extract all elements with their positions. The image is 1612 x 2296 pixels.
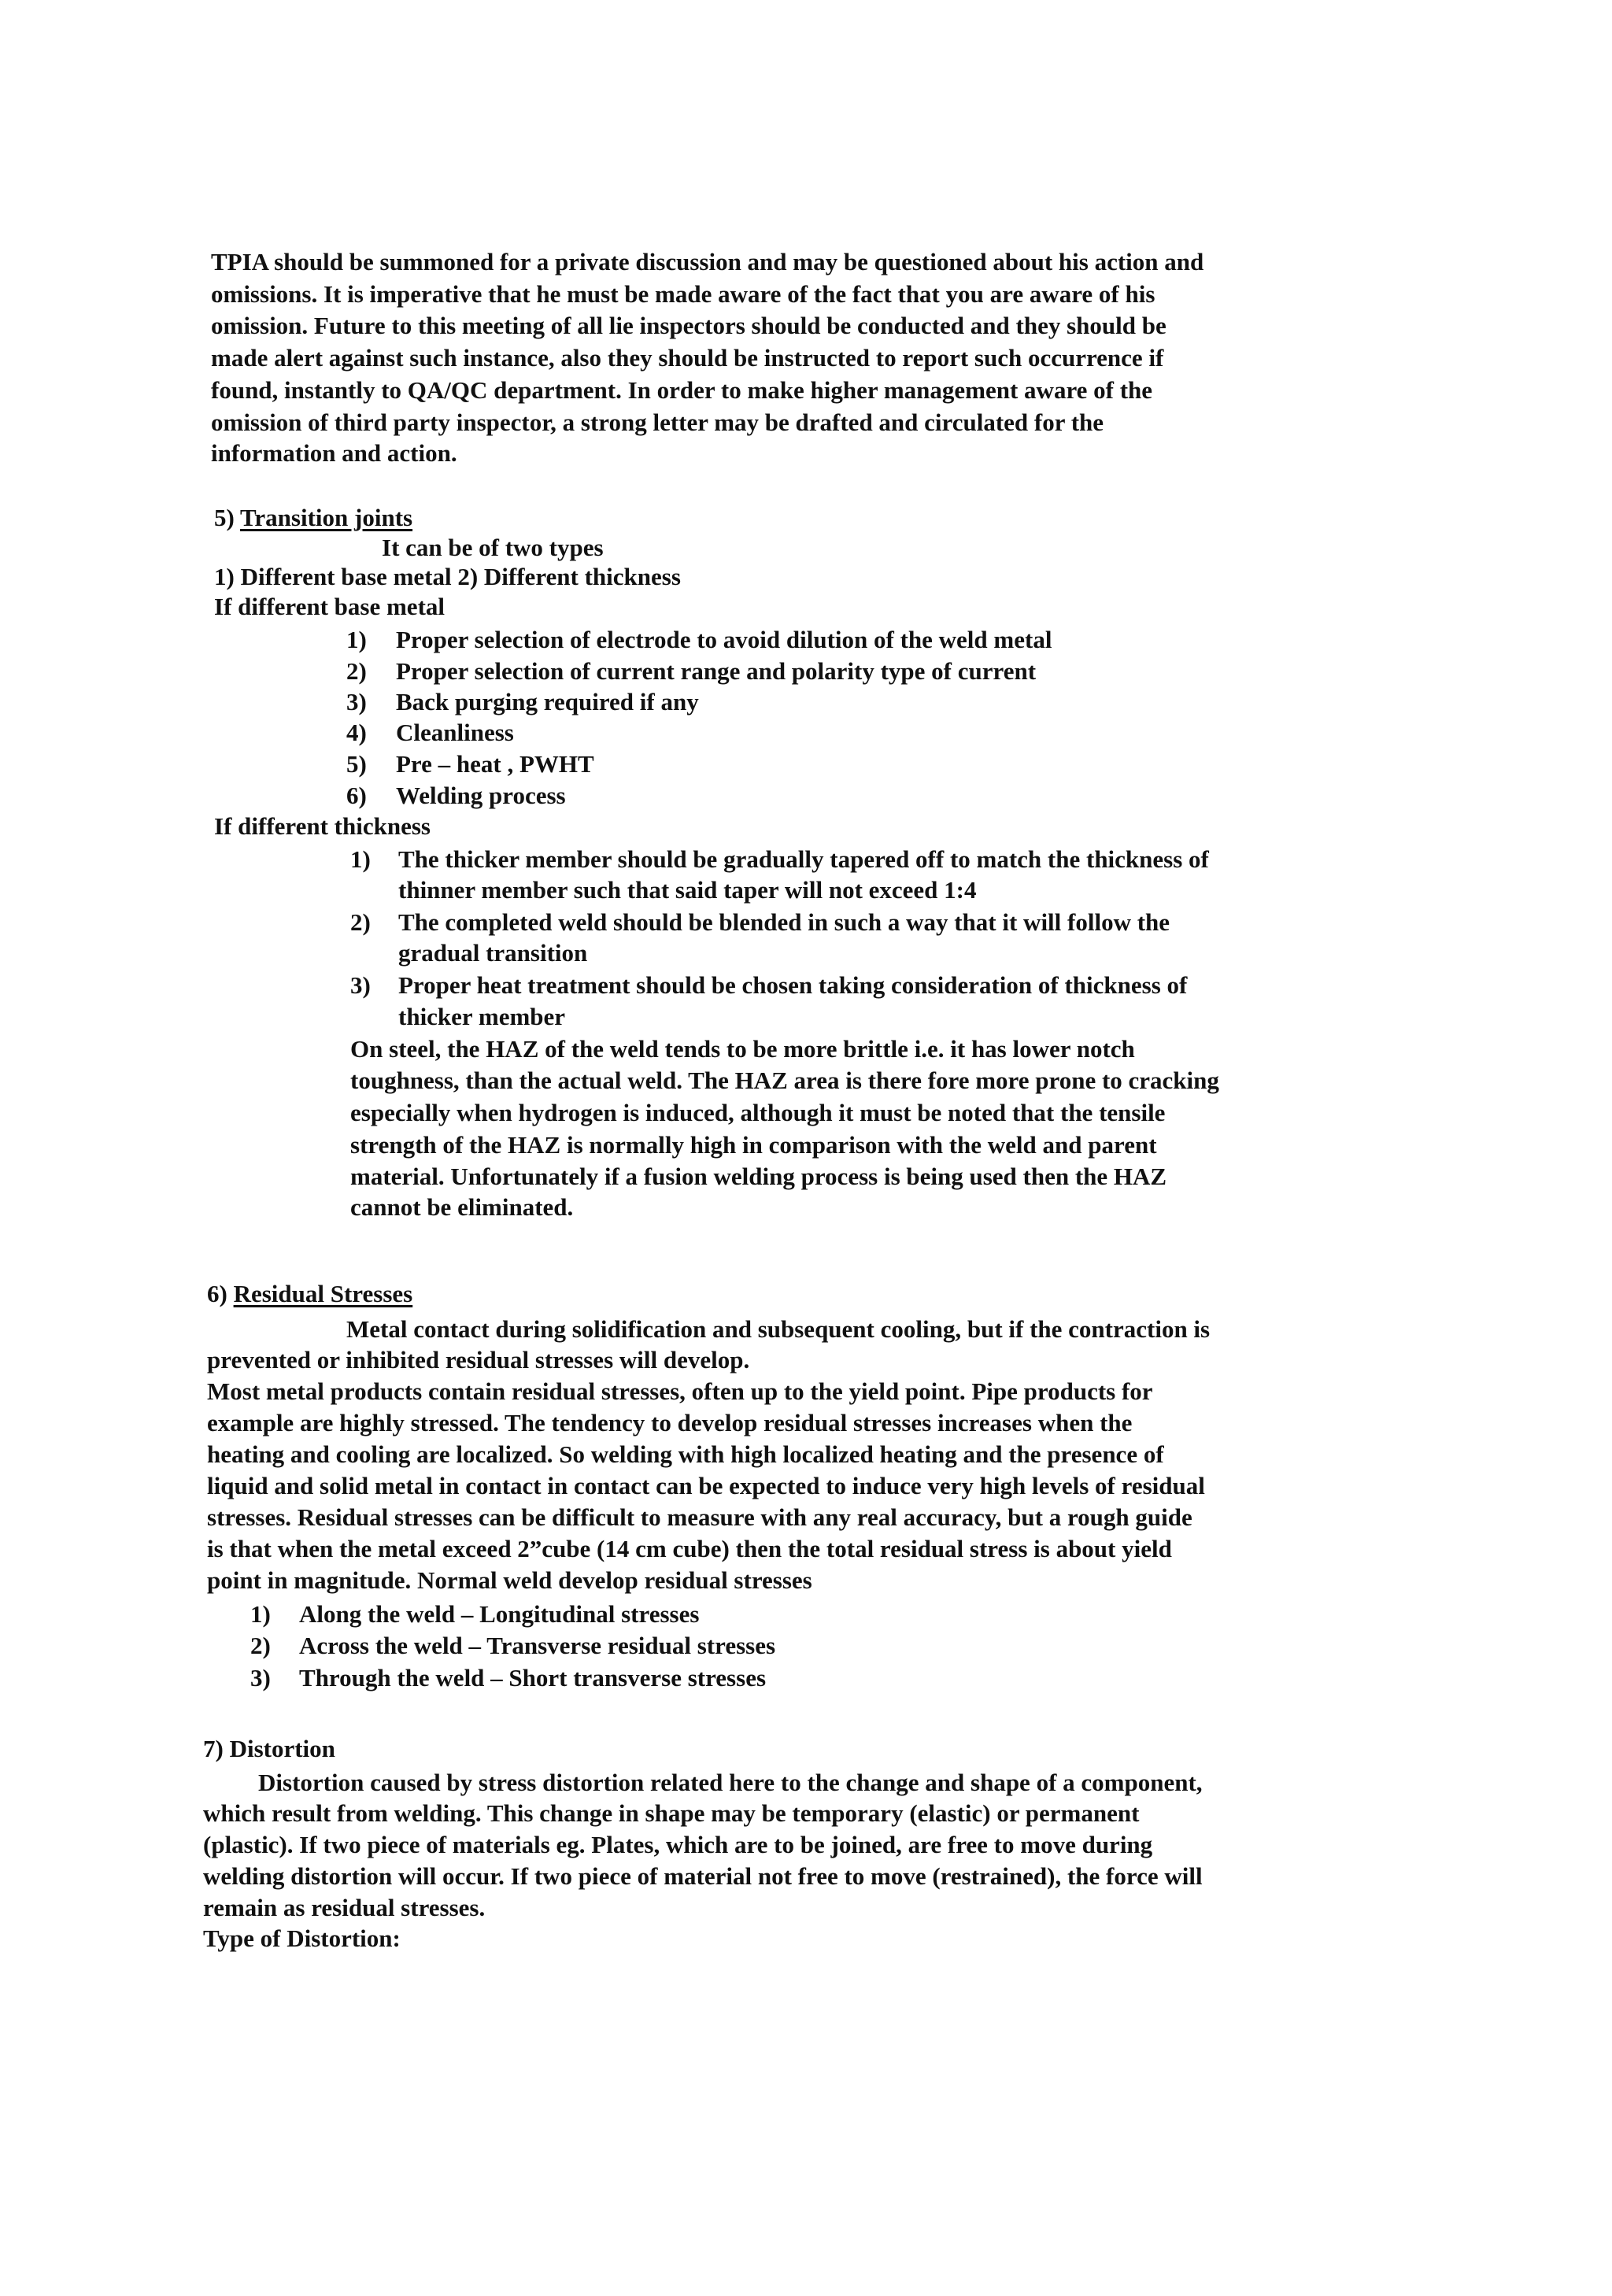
list-item: Pre – heat , PWHT (396, 750, 594, 778)
list-number: 1) (346, 626, 367, 653)
body-line: liquid and solid metal in contact in contact can be expected to induce very high levels of residual (207, 1472, 1205, 1499)
list-item: Proper selection of electrode to avoid dilution of the weld metal (396, 626, 1052, 653)
list-item: The thicker member should be gradually tapered off to match the thickness of (398, 845, 1209, 873)
list-item: Back purging required if any (396, 688, 699, 715)
list-item: Proper heat treatment should be chosen taking consideration of thickness of (398, 971, 1188, 999)
body-line: which result from welding. This change in shape may be temporary (elastic) or permanent (203, 1799, 1140, 1827)
list-number: 3) (346, 688, 367, 715)
body-line: stresses. Residual stresses can be difficult to measure with any real accuracy, but a rough guide (207, 1503, 1192, 1531)
types-line: 1) Different base metal 2) Different thickness (214, 563, 681, 590)
list-item: Proper selection of current range and polarity type of current (396, 657, 1037, 685)
intro-line: omission. Future to this meeting of all lie inspectors should be conducted and they should be (211, 312, 1166, 339)
section-title: Transition joints (240, 504, 413, 531)
intro-line: omission of third party inspector, a strong letter may be drafted and circulated for the (211, 409, 1104, 436)
section-heading (214, 502, 412, 534)
list-number: 6) (346, 782, 367, 809)
list-number: 2) (346, 657, 367, 685)
list-item-continuation: thinner member such that said taper will not exceed 1:4 (398, 876, 977, 904)
list-number: 4) (346, 719, 367, 746)
section-subtitle: It can be of two types (382, 534, 604, 561)
list-item: Along the weld – Longitudinal stresses (299, 1600, 700, 1628)
subheading-type-of-distortion: Type of Distortion: (203, 1924, 401, 1952)
section-number: 5) (214, 504, 235, 531)
body-line: point in magnitude. Normal weld develop residual stresses (207, 1566, 812, 1594)
list-item-continuation: thicker member (398, 1003, 566, 1030)
section-heading: 7) Distortion (203, 1735, 335, 1762)
list-item: Through the weld – Short transverse stresses (299, 1664, 767, 1691)
body-line: remain as residual stresses. (203, 1894, 486, 1921)
body-line: example are highly stressed. The tendency to develop residual stresses increases when the (207, 1409, 1133, 1436)
list-number: 5) (346, 750, 367, 778)
intro-line: information and action. (211, 439, 457, 467)
list-number: 3) (350, 971, 371, 999)
haz-line: toughness, than the actual weld. The HAZ area is there fore more prone to cracking (350, 1067, 1219, 1094)
list-item-continuation: gradual transition (398, 939, 588, 967)
body-line: Most metal products contain residual stresses, often up to the yield point. Pipe products for (207, 1377, 1153, 1405)
body-line: (plastic). If two piece of materials eg. Plates, which are to be joined, are free to move during (203, 1831, 1153, 1858)
body-line: prevented or inhibited residual stresses will develop. (207, 1346, 750, 1374)
section-number: 6) (207, 1280, 227, 1307)
section-heading (207, 1278, 412, 1310)
list-number: 2) (250, 1632, 271, 1659)
haz-line: especially when hydrogen is induced, although it must be noted that the tensile (350, 1099, 1166, 1126)
list-number: 1) (350, 845, 371, 873)
haz-line: On steel, the HAZ of the weld tends to be more brittle i.e. it has lower notch (350, 1035, 1135, 1063)
section-title: Residual Stresses (233, 1280, 413, 1307)
body-line: Distortion caused by stress distortion related here to the change and shape of a component, (258, 1769, 1203, 1796)
intro-line: made alert against such instance, also they should be instructed to report such occurrence if (211, 344, 1164, 372)
list-number: 3) (250, 1664, 271, 1691)
body-line: welding distortion will occur. If two piece of material not free to move (restrained), the force will (203, 1862, 1203, 1890)
list-item: Across the weld – Transverse residual stresses (299, 1632, 776, 1659)
intro-line: omissions. It is imperative that he must be made aware of the fact that you are aware of his (211, 280, 1155, 308)
intro-line: found, instantly to QA/QC department. In order to make higher management aware of the (211, 376, 1153, 404)
haz-line: cannot be eliminated. (350, 1193, 574, 1221)
haz-line: material. Unfortunately if a fusion welding process is being used then the HAZ (350, 1163, 1167, 1190)
body-line: heating and cooling are localized. So welding with high localized heating and the presence of (207, 1440, 1164, 1468)
list-item: Welding process (396, 782, 566, 809)
list-number: 2) (350, 908, 371, 936)
subheading-thickness: If different thickness (214, 812, 431, 840)
haz-line: strength of the HAZ is normally high in comparison with the weld and parent (350, 1131, 1157, 1159)
list-item: Cleanliness (396, 719, 514, 746)
list-number: 1) (250, 1600, 271, 1628)
body-line: Metal contact during solidification and subsequent cooling, but if the contraction is (346, 1315, 1211, 1343)
subheading-base-metal: If different base metal (214, 593, 446, 620)
list-item: The completed weld should be blended in such a way that it will follow the (398, 908, 1170, 936)
intro-line: TPIA should be summoned for a private discussion and may be questioned about his action and (211, 248, 1204, 275)
body-line: is that when the metal exceed 2”cube (14 cm cube) then the total residual stress is about yield (207, 1535, 1172, 1562)
